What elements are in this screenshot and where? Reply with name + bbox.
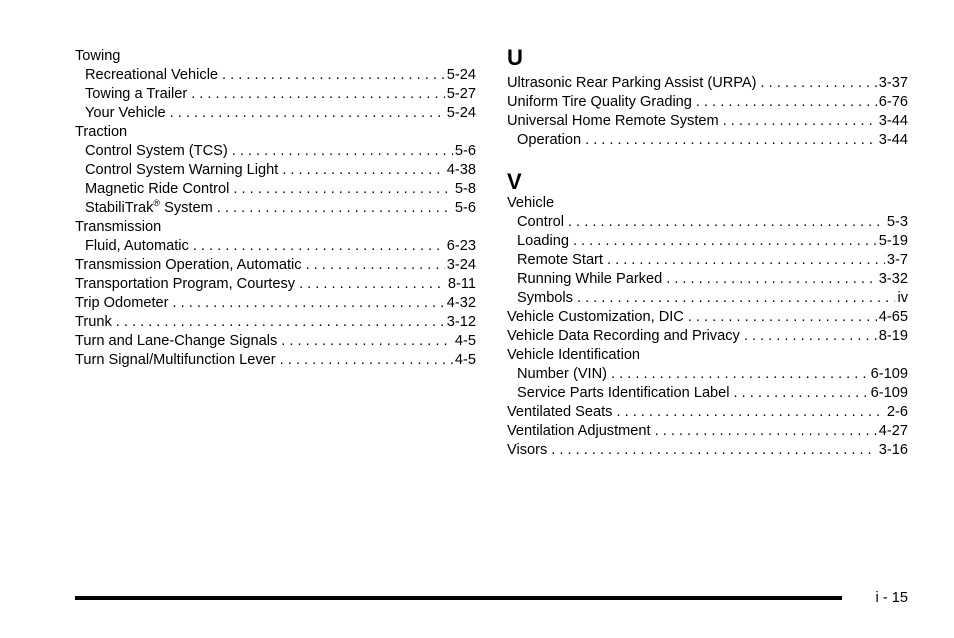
entry-label-text: Uniform Tire Quality Grading [507,94,692,110]
entry-label [517,365,611,384]
entry-page-number: 8-11 [447,276,476,292]
entry-label [507,327,744,346]
page-number: i - 15 [875,590,908,606]
index-entry [75,123,476,142]
dot-leader [232,142,453,161]
entry-label-text: Towing a Trailer [85,86,188,102]
entry-label [75,294,173,313]
entry-label [517,131,585,150]
entry-label-text: Fluid, Automatic [85,238,189,254]
entry-page-number: 3-44 [878,132,908,148]
entry-label-text: Service Parts Identification Label [517,385,730,401]
index-subentry [85,180,476,199]
dot-leader [173,294,445,313]
index-entry [507,327,908,346]
dot-leader [573,232,877,251]
index-entry [507,346,908,365]
entry-page-number: 5-27 [446,86,476,102]
entry-label-text: Trip Odometer [75,295,169,311]
dot-leader [551,441,876,460]
entry-label [85,180,233,199]
entry-page-number: 4-38 [446,162,476,178]
dot-leader [666,270,877,289]
entry-label [517,384,734,403]
entry-page-number: 6-23 [446,238,476,254]
entry-page-number: 5-6 [454,143,476,159]
entry-page-number: 2-6 [886,404,908,420]
index-entry [507,403,908,422]
entry-page-number: 4-5 [454,352,476,368]
entry-label-text: Transmission [75,219,162,235]
index-subentry [517,270,908,289]
entry-label-text: Trunk [75,314,112,330]
entry-label [75,256,306,275]
dot-leader [116,313,445,332]
entry-label [75,275,299,294]
index-entry [75,294,476,313]
index-subentry [85,237,476,256]
entry-page-number: 6-109 [870,385,908,401]
entry-label-text: Control System Warning Light [85,162,279,178]
dot-leader [222,66,445,85]
entry-label [507,93,696,112]
index-subentry [517,232,908,251]
entry-label-text: Vehicle Data Recording and Privacy [507,328,740,344]
entry-label [75,123,127,142]
entry-page-number: 3-16 [878,442,908,458]
entry-label-text: Recreational Vehicle [85,67,219,83]
entry-page-number: 5-6 [454,200,476,216]
entry-label-text: Control [517,214,565,230]
dot-leader [233,180,453,199]
entry-page-number: 3-44 [878,113,908,129]
dot-leader [616,403,884,422]
entry-page-number: 4-27 [878,423,908,439]
entry-page-number: 4-5 [454,333,476,349]
entry-label-text: Ventilation Adjustment [507,423,651,439]
entry-label-text: Vehicle Identification [507,347,641,363]
dot-leader [723,112,877,131]
entry-label-suffix: System [160,200,213,216]
dot-leader [585,131,877,150]
entry-page-number: 5-3 [886,214,908,230]
entry-label [507,74,761,93]
entry-page-number: 6-109 [870,366,908,382]
dot-leader [607,251,885,270]
entry-page-number: 3-7 [886,252,908,268]
index-subentry [517,384,908,403]
index-subentry [85,142,476,161]
entry-page-number: 3-37 [878,75,908,91]
entry-label-text: Visors [507,442,548,458]
dot-leader [688,308,877,327]
entry-page-number: 3-32 [878,271,908,287]
entry-label-text: Towing [75,48,121,64]
dot-leader [655,422,877,441]
entry-label-text: Universal Home Remote System [507,113,719,129]
entry-label-text: Ventilated Seats [507,404,613,420]
entry-page-number: 5-24 [446,67,476,83]
index-entry [75,256,476,275]
entry-label-text: Transmission Operation, Automatic [75,257,302,273]
dot-leader [170,104,445,123]
section-letter-u: U [507,45,523,70]
entry-label [507,194,554,213]
index-entry [507,194,908,213]
index-subentry [85,161,476,180]
dot-leader [191,85,445,104]
entry-label-text: StabiliTrak [85,200,154,216]
index-entry [75,218,476,237]
entry-label [75,313,116,332]
entry-page-number: iv [897,290,908,306]
entry-label [517,232,573,251]
entry-label-text: Remote Start [517,252,603,268]
index-entry [507,74,908,93]
dot-leader [734,384,869,403]
entry-label [517,270,666,289]
entry-label [75,47,120,66]
dot-leader [299,275,446,294]
entry-label [75,351,280,370]
entry-label [85,199,217,218]
entry-label-text: Number (VIN) [517,366,608,382]
entry-label [507,112,723,131]
entry-label-text: Ultrasonic Rear Parking Assist (URPA) [507,75,757,91]
index-entry [507,308,908,327]
footer-rule [75,596,842,600]
dot-leader [696,93,877,112]
entry-label-text: Vehicle Customization, DIC [507,309,684,325]
index-subentry [85,104,476,123]
index-entry [75,47,476,66]
entry-page-number: 3-12 [446,314,476,330]
entry-label [507,308,688,327]
entry-label [85,237,193,256]
dot-leader [193,237,445,256]
entry-label-text: Traction [75,124,128,140]
entry-label-text: Control System (TCS) [85,143,228,159]
index-subentry [517,365,908,384]
entry-page-number: 5-24 [446,105,476,121]
dot-leader [280,351,453,370]
index-subentry [85,66,476,85]
entry-label [75,332,281,351]
entry-label-text: Running While Parked [517,271,663,287]
entry-page-number: 6-76 [878,94,908,110]
index-subentry [85,85,476,104]
entry-label-text: Symbols [517,290,573,306]
dot-leader [282,161,444,180]
entry-label [85,161,282,180]
index-subentry [517,251,908,270]
entry-label [85,66,222,85]
dot-leader [306,256,445,275]
entry-label [517,251,607,270]
index-entry [75,351,476,370]
index-subentry [517,213,908,232]
entry-label-text: Magnetic Ride Control [85,181,230,197]
entry-label [507,441,551,460]
index-entry [75,275,476,294]
index-entry [507,422,908,441]
entry-label [507,403,616,422]
entry-label [85,85,191,104]
entry-label-text: Your Vehicle [85,105,166,121]
section-letter-v: V [507,169,522,194]
entry-label [507,422,655,441]
entry-label [517,289,577,308]
entry-label-text: Turn Signal/Multifunction Lever [75,352,276,368]
entry-label-text: Turn and Lane-Change Signals [75,333,278,349]
dot-leader [217,199,453,218]
entry-label [85,104,170,123]
entry-label-text: Vehicle [507,195,555,211]
entry-label [85,142,232,161]
entry-label-text: Loading [517,233,569,249]
index-entry [507,93,908,112]
entry-page-number: 8-19 [878,328,908,344]
dot-leader [744,327,877,346]
entry-label-text: Transportation Program, Courtesy [75,276,296,292]
dot-leader [761,74,877,93]
index-subentry [85,199,476,218]
entry-page-number: 4-65 [878,309,908,325]
registered-mark: ® [153,198,161,208]
index-entry [507,441,908,460]
entry-page-number: 3-24 [446,257,476,273]
index-subentry [517,131,908,150]
entry-label-text: Operation [517,132,582,148]
dot-leader [611,365,869,384]
dot-leader [281,332,453,351]
index-entry [507,112,908,131]
index-entry [75,332,476,351]
index-subentry [517,289,908,308]
dot-leader [568,213,885,232]
entry-label [507,346,640,365]
index-entry [75,313,476,332]
entry-page-number: 5-19 [878,233,908,249]
entry-label [75,218,161,237]
entry-label [517,213,568,232]
entry-page-number: 4-32 [446,295,476,311]
entry-page-number: 5-8 [454,181,476,197]
dot-leader [577,289,895,308]
